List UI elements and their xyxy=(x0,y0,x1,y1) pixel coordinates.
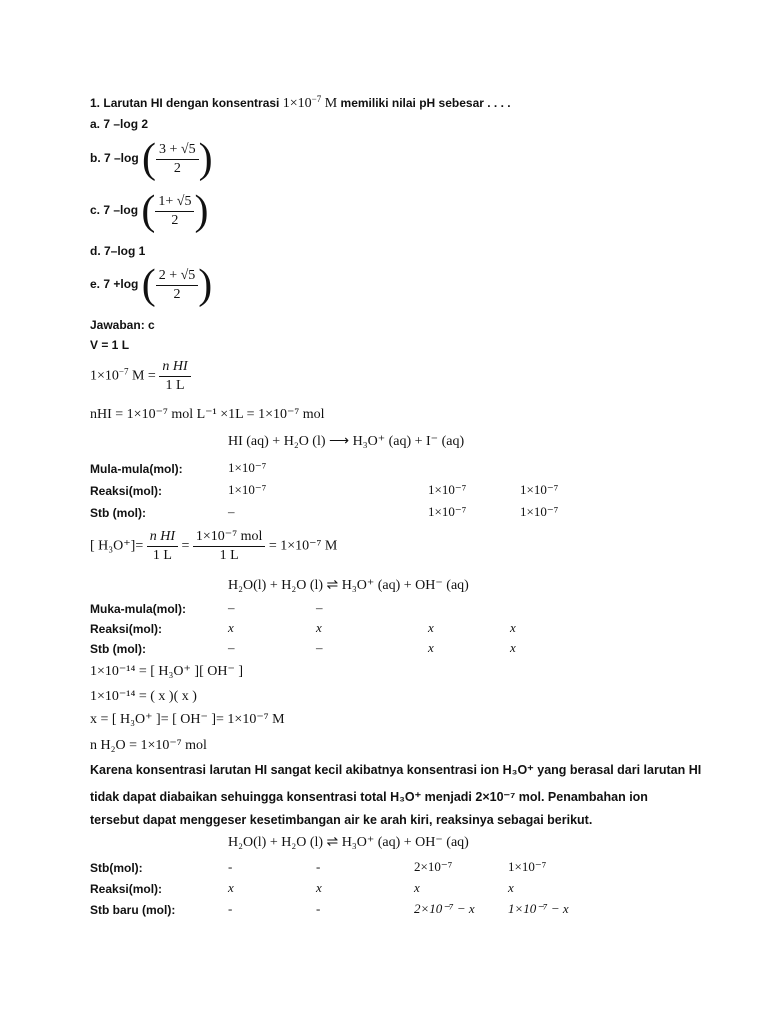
row-label: Stb(mol): xyxy=(90,861,143,875)
paragraph-line-3: tersebut dapat menggeser kesetimbangan air ke arah kiri, reaksinya sebagai berikut. xyxy=(90,813,593,827)
table-cell: – xyxy=(228,640,235,655)
question-line xyxy=(90,94,511,112)
table-cell: 1×10⁻⁷ xyxy=(228,460,267,475)
table-cell: 1×10⁻⁷ xyxy=(428,482,467,497)
table-cell: x xyxy=(428,620,434,635)
row-label: Mula-mula(mol): xyxy=(90,462,183,476)
paragraph-line-1: Karena konsentrasi larutan HI sangat kecil akibatnya konsentrasi ion H₃O⁺ yang berasal dari larutan HI xyxy=(90,763,702,777)
row-label: Stb (mol): xyxy=(90,506,146,520)
kw-equation-3: x = [ H₃O⁺ ]= [ OH⁻ ]= 1×10⁻⁷ M xyxy=(90,712,285,727)
table-cell: 1×10⁻⁷ xyxy=(520,482,559,497)
volume-line: V = 1 L xyxy=(90,338,130,352)
equation-moles: nHI = 1×10⁻⁷ mol L⁻¹ ×1L = 1×10⁻⁷ mol xyxy=(90,407,325,422)
reaction-1-equation: HI (aq) + H₂O (l) ⟶ H₃O⁺ (aq) + I⁻ (aq) xyxy=(228,434,465,449)
kw-equation-1: 1×10⁻¹⁴ = [ H₃O⁺ ][ OH⁻ ] xyxy=(90,664,244,679)
table-cell: 1×10⁻⁷ xyxy=(228,482,267,497)
table-cell: – xyxy=(228,504,235,519)
table-cell: - xyxy=(316,901,321,916)
table-cell: x xyxy=(510,620,516,635)
option-e: e. 7 +log ( $\frac{2 + √5}{2}$ ) xyxy=(90,262,213,308)
table-cell: – xyxy=(316,640,323,655)
table-cell: – xyxy=(316,600,323,615)
table-cell: 2×10⁻⁷ xyxy=(414,859,453,874)
table-cell: x xyxy=(228,620,234,635)
option-b-label: b. 7 –log xyxy=(90,151,139,166)
question-text: Larutan HI dengan konsentrasi xyxy=(103,96,280,110)
option-e-label: e. 7 +log xyxy=(90,277,139,292)
kw-equation-2: 1×10⁻¹⁴ = ( x )( x ) xyxy=(90,689,197,704)
option-a: a. 7 –log 2 xyxy=(90,117,149,131)
table-cell: 1×10⁻⁷ − x xyxy=(508,901,569,916)
question-text-end: memiliki nilai pH sebesar . . . . xyxy=(340,96,511,110)
equation-concentration: $1\times 10^{-7}$ M = $\frac{\text{n HI}}{1 L}$ xyxy=(90,358,191,395)
option-c: c. 7 –log ( $\frac{1+ √5}{2}$ ) xyxy=(90,188,209,234)
option-c-label: c. 7 –log xyxy=(90,203,139,218)
table-cell: 1×10⁻⁷ xyxy=(428,504,467,519)
row-label: Stb baru (mol): xyxy=(90,903,176,917)
option-b: b. 7 –log ( $\frac{3 + √5}{2}$ ) xyxy=(90,136,213,182)
reaction-3-equation: H₂O(l) + H₂O (l) ⇌ H₃O⁺ (aq) + OH⁻ (aq) xyxy=(228,835,469,850)
option-e-fraction: $\frac{2 + √5}{2}$ xyxy=(156,267,199,304)
table-cell: x xyxy=(428,640,434,655)
row-label: Reaksi(mol): xyxy=(90,484,163,498)
option-b-fraction: $\frac{3 + √5}{2}$ xyxy=(156,141,199,178)
table-cell: 2×10⁻⁷ − x xyxy=(414,901,475,916)
table-cell: 1×10⁻⁷ xyxy=(520,504,559,519)
paragraph-line-2: tidak dapat diabaikan sehuingga konsentrasi total H₃O⁺ menjadi 2×10⁻⁷ mol. Penambahan ion xyxy=(90,790,648,804)
table-cell: x xyxy=(316,880,322,895)
table-cell: – xyxy=(228,600,235,615)
n-h2o-line: n H₂O = 1×10⁻⁷ mol xyxy=(90,738,207,753)
question-number: 1. xyxy=(90,96,101,110)
table-cell: x xyxy=(316,620,322,635)
option-d: d. 7–log 1 xyxy=(90,244,146,258)
question-concentration: $1\times 10^{-7}$ M xyxy=(282,94,338,111)
table-cell: - xyxy=(228,901,233,916)
table-cell: x xyxy=(510,640,516,655)
row-label: Reaksi(mol): xyxy=(90,882,163,896)
table-cell: x xyxy=(414,880,420,895)
table-cell: x xyxy=(508,880,514,895)
table-cell: - xyxy=(316,859,321,874)
reaction-2-equation: H₂O(l) + H₂O (l) ⇌ H₃O⁺ (aq) + OH⁻ (aq) xyxy=(228,578,469,593)
table-cell: x xyxy=(228,880,234,895)
option-c-fraction: $\frac{1+ √5}{2}$ xyxy=(155,193,194,230)
table-cell: - xyxy=(228,859,233,874)
h3o-concentration-equation: [ H₃O⁺]= $\frac{\text{n HI}}{1 L}$ = $\frac{\text{1×10⁻⁷ mol}}{1 L}$ = 1×10⁻⁷ M xyxy=(90,529,338,563)
table-cell: 1×10⁻⁷ xyxy=(508,859,547,874)
row-label: Muka-mula(mol): xyxy=(90,602,186,616)
answer-label: Jawaban: c xyxy=(90,318,155,332)
row-label: Reaksi(mol): xyxy=(90,622,163,636)
row-label: Stb (mol): xyxy=(90,642,146,656)
